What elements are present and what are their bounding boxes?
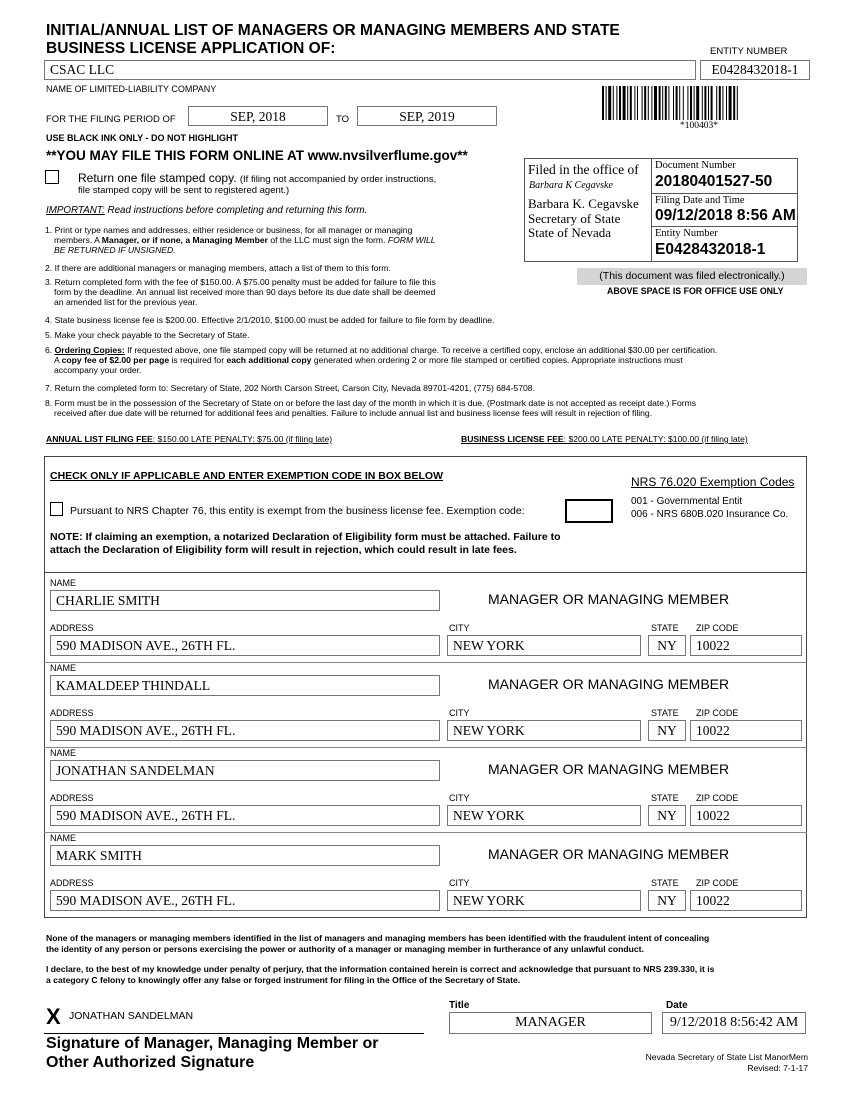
member-zip-field[interactable]: 10022 xyxy=(690,720,802,741)
barcode-bar xyxy=(623,86,626,120)
entity-number-cell xyxy=(652,227,798,261)
instruction-2-text: If there are additional managers or managing members, attach a list of them to this form. xyxy=(54,263,391,273)
member-name-field[interactable]: CHARLIE SMITH xyxy=(50,590,440,611)
entity-number-field[interactable]: E0428432018-1 xyxy=(700,60,810,80)
member-state-field[interactable]: NY xyxy=(648,890,686,911)
instruction-1-line2d: FORM WILL xyxy=(387,235,436,245)
important-label: IMPORTANT: xyxy=(46,205,105,216)
instruction-6-line3: accompany your order. xyxy=(54,365,142,375)
period-from-field[interactable]: SEP, 2018 xyxy=(188,106,328,126)
instruction-6-line2c: is required for xyxy=(169,355,227,365)
office-stamp-box xyxy=(524,158,798,262)
annual-fee-line xyxy=(46,434,332,444)
office-use-notice: ABOVE SPACE IS FOR OFFICE USE ONLY xyxy=(607,286,784,296)
member-city-field[interactable]: NEW YORK xyxy=(447,635,641,656)
instruction-8-line1: Form must be in the possession of the Secretary of State on or before the last day of the month in which it is due. (Postmark date is not accepted as receipt date.) Forms xyxy=(54,398,697,408)
exemption-heading: CHECK ONLY IF APPLICABLE AND ENTER EXEMPTION CODE IN BOX BELOW xyxy=(50,470,444,482)
barcode-text: *100403* xyxy=(680,121,718,131)
member-divider xyxy=(44,832,807,833)
period-to-field[interactable]: SEP, 2019 xyxy=(357,106,497,126)
instruction-4-num: 4. xyxy=(45,315,53,325)
date-label: Date xyxy=(666,1000,688,1011)
barcode-bar xyxy=(696,86,699,120)
barcode-bar xyxy=(654,86,657,120)
exemption-note-line1: NOTE: If claiming an exemption, a notarized Declaration of Eligibility form must be attached. Failure to xyxy=(50,531,561,543)
filed-in-office: Filed in the office of xyxy=(528,162,639,177)
barcode-bar xyxy=(722,86,723,120)
barcode-bar xyxy=(642,86,643,120)
member-zip-label: ZIP CODE xyxy=(696,793,739,803)
instruction-7 xyxy=(45,383,825,393)
member-name-field[interactable]: MARK SMITH xyxy=(50,845,440,866)
member-state-label: STATE xyxy=(651,793,679,803)
instruction-8-num: 8. xyxy=(45,398,53,408)
member-state-field[interactable]: NY xyxy=(648,635,686,656)
exemption-code-input[interactable] xyxy=(565,499,613,523)
secretary-name: Barbara K. Cegavske xyxy=(528,196,639,211)
member-role: MANAGER OR MANAGING MEMBER xyxy=(488,676,730,692)
barcode-bar xyxy=(613,86,614,120)
instruction-3-line3: an amended list for the previous year. xyxy=(54,297,198,307)
instruction-2 xyxy=(45,263,825,273)
member-divider xyxy=(44,662,807,663)
member-city-label: CITY xyxy=(449,793,470,803)
barcode-bar xyxy=(659,86,661,120)
barcode-bar xyxy=(690,86,692,120)
annual-fee-text: : $150.00 LATE PENALTY: $75.00 (if filing late) xyxy=(152,434,333,444)
instruction-5-text: Make your check payable to the Secretary of State. xyxy=(54,330,250,340)
barcode-bar xyxy=(687,86,688,120)
exemption-checkbox[interactable] xyxy=(50,502,63,516)
instruction-3-line1: Return completed form with the fee of $150.00. A $75.00 penalty must be added for failure to file this xyxy=(54,277,436,287)
document-number-value: 20180401527-50 xyxy=(655,173,773,190)
important-notice xyxy=(46,205,367,216)
member-city-field[interactable]: NEW YORK xyxy=(447,890,641,911)
instruction-1-line3: BE RETURNED IF UNSIGNED. xyxy=(54,245,176,255)
none-identified-line1: None of the managers or managing members identified in the list of managers and managing members has been identified with the fraudulent intent of concealing xyxy=(46,933,710,943)
member-state-field[interactable]: NY xyxy=(648,805,686,826)
instruction-6-line2e: generated when ordering 2 or more file stamped or certified copies. Appropriate instructions must xyxy=(311,355,683,365)
secretary-title: Secretary of State xyxy=(528,210,621,226)
exemption-code-006: 006 - NRS 680B.020 Insurance Co. xyxy=(631,509,789,520)
form-id-line: Nevada Secretary of State List ManorMem xyxy=(645,1052,808,1062)
member-role: MANAGER OR MANAGING MEMBER xyxy=(488,846,730,862)
exemption-divider xyxy=(44,572,807,573)
barcode-bar xyxy=(662,86,663,120)
instruction-5 xyxy=(45,330,825,340)
filing-period-label: FOR THE FILING PERIOD OF xyxy=(46,114,176,125)
barcode-bar xyxy=(630,86,632,120)
secretary-signature: Barbara K Cegavske xyxy=(529,180,613,191)
instruction-5-num: 5. xyxy=(45,330,53,340)
barcode-bar xyxy=(711,86,713,120)
exemption-pursuant-text: Pursuant to NRS Chapter 76, this entity is exempt from the business license fee. Exemption code: xyxy=(70,505,525,517)
filing-date-value: 09/12/2018 8:56 AM xyxy=(655,207,796,224)
barcode-bar xyxy=(679,86,680,120)
form-revision-info xyxy=(600,1052,808,1073)
member-address-label: ADDRESS xyxy=(50,793,94,803)
secretary-block xyxy=(528,197,639,241)
form-revised-line: Revised: 7-1-17 xyxy=(747,1062,808,1073)
instruction-8-line2: received after due date will be returned for additional fees and penalties. Failure to include annual list and business license fees will result in rejection of filing. xyxy=(54,408,653,418)
barcode-bar xyxy=(702,86,703,120)
title-field[interactable]: MANAGER xyxy=(449,1012,652,1034)
instruction-6-line2b: copy fee of $2.00 per page xyxy=(61,355,170,365)
member-zip-field[interactable]: 10022 xyxy=(690,805,802,826)
document-number-label: Document Number xyxy=(655,160,736,171)
member-state-label: STATE xyxy=(651,878,679,888)
online-filing-notice: **YOU MAY FILE THIS FORM ONLINE AT www.nvsilverflume.gov** xyxy=(46,148,468,163)
member-divider xyxy=(44,747,807,748)
signature-caption-line2: Other Authorized Signature xyxy=(46,1054,255,1071)
instruction-1-line1: Print or type names and addresses, either residence or business, for all manager or managing xyxy=(54,225,413,235)
stamped-copy-checkbox[interactable] xyxy=(45,170,59,184)
instruction-3-num: 3. xyxy=(45,277,53,287)
instruction-6-line2d: each additional copy xyxy=(226,355,312,365)
member-zip-field[interactable]: 10022 xyxy=(690,635,802,656)
form-title xyxy=(46,22,620,58)
nrs-codes-heading: NRS 76.020 Exemption Codes xyxy=(631,475,795,489)
member-name-label: NAME xyxy=(50,833,77,843)
barcode-bar xyxy=(716,86,717,120)
secretary-state: State of Nevada xyxy=(528,225,612,240)
declaration-line1: I declare, to the best of my knowledge under penalty of perjury, that the information contained herein is correct and acknowledge that pursuant to NRS 239.330, it is xyxy=(46,964,715,974)
member-state-label: STATE xyxy=(651,708,679,718)
barcode-bar xyxy=(676,86,678,120)
instruction-4-text: State business license fee is $200.00. Effective 2/1/2010, $100.00 must be added for failure to file form by deadline. xyxy=(54,315,495,325)
filing-date-label: Filing Date and Time xyxy=(655,195,745,206)
member-name-label: NAME xyxy=(50,748,77,758)
license-fee-line xyxy=(461,434,748,444)
instruction-2-num: 2. xyxy=(45,263,53,273)
barcode-bar xyxy=(708,86,709,120)
none-identified-statement xyxy=(46,933,709,954)
member-state-field[interactable]: NY xyxy=(648,720,686,741)
instruction-6-line2a: A xyxy=(54,355,62,365)
barcode-bar xyxy=(719,86,721,120)
signature-x-mark: X xyxy=(46,1004,61,1029)
member-state-label: STATE xyxy=(651,623,679,633)
barcode-bar xyxy=(634,86,635,120)
barcode-bar xyxy=(644,86,646,120)
member-address-field[interactable]: 590 MADISON AVE., 26TH FL. xyxy=(50,890,440,911)
instruction-3 xyxy=(45,277,525,307)
office-entity-label: Entity Number xyxy=(655,228,718,239)
instruction-1-line2a: members. A xyxy=(54,235,102,245)
barcode-bar xyxy=(602,86,604,120)
barcode-bar xyxy=(733,86,735,120)
member-role: MANAGER OR MANAGING MEMBER xyxy=(488,591,730,607)
barcode-bar xyxy=(651,86,652,120)
signer-name[interactable]: JONATHAN SANDELMAN xyxy=(69,1010,194,1022)
member-address-field[interactable]: 590 MADISON AVE., 26TH FL. xyxy=(50,720,440,741)
barcode-bar xyxy=(726,86,727,120)
barcode-bar xyxy=(704,86,706,120)
exemption-code-list xyxy=(631,495,788,521)
instruction-6-num: 6. xyxy=(45,345,53,355)
barcode-bar xyxy=(668,86,669,120)
license-fee-text: : $200.00 LATE PENALTY: $100.00 (if filing late) xyxy=(563,434,748,444)
declaration-line2: a category C felony to knowingly offer any false or forged instrument for filing in the Office of the Secretary of State. xyxy=(46,974,521,985)
filing-date-cell xyxy=(652,194,798,227)
instruction-1-line2c: of the LLC must sign the form. xyxy=(267,235,388,245)
instruction-1 xyxy=(45,225,505,255)
instruction-6 xyxy=(45,345,825,375)
barcode-image xyxy=(602,86,808,120)
exemption-code-001: 001 - Governmental Entit xyxy=(631,496,743,507)
member-zip-label: ZIP CODE xyxy=(696,878,739,888)
barcode-bar xyxy=(665,86,667,120)
barcode-bar xyxy=(619,86,621,120)
instruction-3-line2: form by the deadline. An annual list received more than 90 days before its due date shall be deemed xyxy=(54,287,436,297)
license-fee-label: BUSINESS LICENSE FEE xyxy=(461,434,564,444)
member-zip-label: ZIP CODE xyxy=(696,708,739,718)
member-address-field[interactable]: 590 MADISON AVE., 26TH FL. xyxy=(50,805,440,826)
member-name-field[interactable]: JONATHAN SANDELMAN xyxy=(50,760,440,781)
barcode-bar xyxy=(606,86,607,120)
barcode-bar xyxy=(637,86,638,120)
member-name-field[interactable]: KAMALDEEP THINDALL xyxy=(50,675,440,696)
member-city-label: CITY xyxy=(449,878,470,888)
instruction-8 xyxy=(45,398,825,418)
member-address-label: ADDRESS xyxy=(50,878,94,888)
barcode-bar xyxy=(694,86,695,120)
member-address-label: ADDRESS xyxy=(50,708,94,718)
period-to-label: TO xyxy=(336,114,350,125)
barcode-bar xyxy=(648,86,649,120)
title-label: Title xyxy=(449,1000,470,1011)
stamped-copy-line1-note: (If filing not accompanied by order instructions, xyxy=(239,174,437,185)
member-zip-label: ZIP CODE xyxy=(696,623,739,633)
document-number-cell xyxy=(652,159,798,194)
instruction-7-num: 7. xyxy=(45,383,53,393)
barcode-bar xyxy=(737,86,738,120)
important-text: Read instructions before completing and returning this form. xyxy=(107,205,368,216)
barcode-bar xyxy=(616,86,617,120)
barcode-bar xyxy=(729,86,732,120)
member-zip-field[interactable]: 10022 xyxy=(690,890,802,911)
barcode-bar xyxy=(683,86,684,120)
exemption-note-line2: attach the Declaration of Eligibility form will result in rejection, which could result in late fees. xyxy=(50,544,517,556)
instruction-6-line1: If requested above, one file stamped copy will be returned at no additional charge. To receive a certified copy, enclose an additional $30.00 per certification. xyxy=(124,345,718,355)
form-title-line2: BUSINESS LICENSE APPLICATION OF: xyxy=(46,40,336,57)
signature-caption xyxy=(46,1034,379,1072)
member-city-field[interactable]: NEW YORK xyxy=(447,720,641,741)
date-field[interactable]: 9/12/2018 8:56:42 AM xyxy=(662,1012,806,1034)
instruction-6-label: Ordering Copies: xyxy=(54,345,125,355)
office-entity-value: E0428432018-1 xyxy=(655,241,766,258)
instruction-1-line2b: Manager, or if none, a Managing Member xyxy=(101,235,268,245)
stamped-copy-line1: Return one file stamped copy. xyxy=(78,171,237,185)
member-city-label: CITY xyxy=(449,623,470,633)
member-role: MANAGER OR MANAGING MEMBER xyxy=(488,761,730,777)
exemption-note xyxy=(50,531,561,557)
member-name-label: NAME xyxy=(50,663,77,673)
stamped-copy-line2: file stamped copy will be sent to registered agent.) xyxy=(78,185,290,196)
none-identified-line2: the identity of any person or persons exercising the power or authority of a manager or managing member in furtherance of any unlawful conduct. xyxy=(46,943,644,954)
entity-number-label: ENTITY NUMBER xyxy=(710,46,788,57)
member-name-label: NAME xyxy=(50,578,77,588)
member-city-field[interactable]: NEW YORK xyxy=(447,805,641,826)
instruction-7-text: Return the completed form to: Secretary of State, 202 North Carson Street, Carson City, Nevada 89701-4201, (775) 684-5708. xyxy=(54,383,535,393)
barcode-bar xyxy=(627,86,628,120)
barcode-bar xyxy=(673,86,674,120)
member-address-label: ADDRESS xyxy=(50,623,94,633)
black-ink-notice: USE BLACK INK ONLY - DO NOT HIGHLIGHT xyxy=(46,133,239,143)
company-name-field[interactable]: CSAC LLC xyxy=(44,60,696,80)
signature-caption-line1: Signature of Manager, Managing Member or xyxy=(46,1035,379,1052)
company-name-label: NAME OF LIMITED-LIABILITY COMPANY xyxy=(46,84,217,94)
instruction-4 xyxy=(45,315,825,325)
instruction-1-num: 1. xyxy=(45,225,53,235)
declaration-statement xyxy=(46,964,714,985)
form-title-line1: INITIAL/ANNUAL LIST OF MANAGERS OR MANAGING MEMBERS AND STATE xyxy=(46,22,620,39)
barcode-bar xyxy=(608,86,611,120)
member-city-label: CITY xyxy=(449,708,470,718)
electronic-text: (This document was filed electronically.) xyxy=(599,270,785,282)
member-address-field[interactable]: 590 MADISON AVE., 26TH FL. xyxy=(50,635,440,656)
annual-fee-label: ANNUAL LIST FILING FEE xyxy=(46,434,153,444)
stamped-copy-text xyxy=(78,171,436,185)
